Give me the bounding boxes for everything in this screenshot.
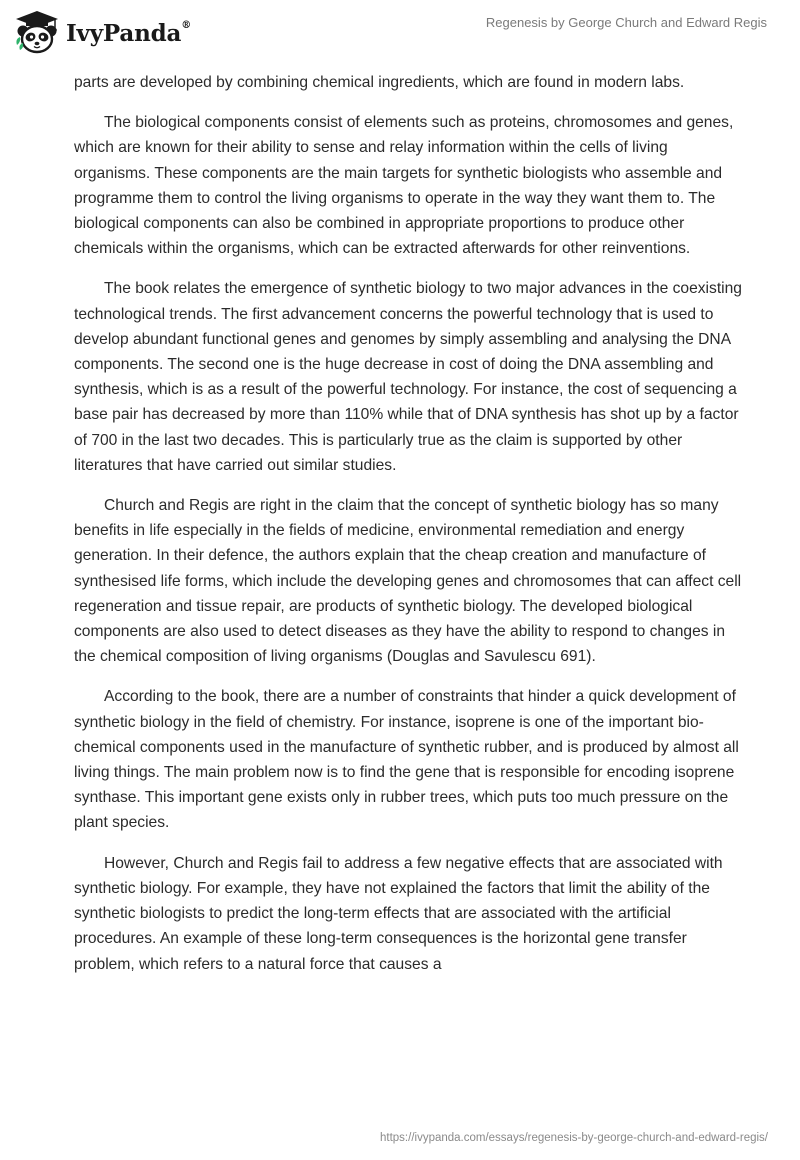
page-header	[0, 0, 800, 64]
panda-graduate-icon	[14, 9, 60, 55]
source-url[interactable]: https://ivypanda.com/essays/regenesis-by-george-church-and-edward-regis/	[380, 1132, 768, 1144]
logo-text: IvyPanda	[66, 19, 182, 47]
registered-mark: ®	[181, 19, 191, 31]
site-logo[interactable]	[14, 6, 191, 58]
essay-body	[74, 70, 742, 992]
paragraph: parts are developed by combining chemical ingredients, which are found in modern labs.	[74, 74, 685, 91]
document-title: Regenesis by George Church and Edward Regis	[485, 15, 767, 30]
logo-wordmark	[66, 20, 191, 47]
paragraph: However, Church and Regis fail to address a few negative effects that are associated with synthetic biology. For example, they have not explained the factors that limit the ability of the synthetic biologists to predict the long-term effects that are associated with the artificial procedures. An example of these long-term consequences is the horizontal gene transfer problem, which refers to a natural force that causes a	[74, 854, 723, 973]
paragraph: Church and Regis are right in the claim that the concept of synthetic biology has so many benefits in life especially in the fields of medicine, environmental remediation and energy generation. In their defence, the authors explain that the cheap creation and manufacture of synthesised life forms, which include the developing genes and chromosomes that can affect cell regeneration and tissue repair, are products of synthetic biology. The developed biological components are also used to detect diseases as they have the ability to respond to changes in the chemical composition of living organisms (Douglas and Savulescu 691).	[74, 497, 742, 666]
paragraph: The biological components consist of elements such as proteins, chromosomes and genes, which are known for their ability to sense and relay information within the cells of living organisms. These components are the main targets for synthetic biologists who assemble and programme them to control the living organisms to operate in the way they want them to. The biological components can also be combined in appropriate proportions to produce other chemicals within the organisms, which can be extracted afterwards for other reinventions.	[74, 114, 734, 258]
paragraph: According to the book, there are a number of constraints that hinder a quick development of synthetic biology in the field of chemistry. For instance, isoprene is one of the important bio-chemical components used in the manufacture of synthetic rubber, and is produced by almost all living things. The main problem now is to find the gene that is responsible for encoding isoprene synthase. This important gene exists only in rubber trees, which puts too much pressure on the plant species.	[74, 688, 739, 832]
paragraph: The book relates the emergence of synthetic biology to two major advances in the coexisting technological trends. The first advancement concerns the powerful technology that is used to develop abundant functional genes and genomes by simply assembling and analysing the DNA components. The second one is the huge decrease in cost of doing the DNA assembling and synthesis, which is as a result of the powerful technology. For instance, the cost of sequencing a base pair has decreased by more than 110% while that of DNA synthesis has shot up by a factor of 700 in the last two decades. This is particularly true as the claim is supported by other literatures that have carried out similar studies.	[74, 280, 742, 474]
